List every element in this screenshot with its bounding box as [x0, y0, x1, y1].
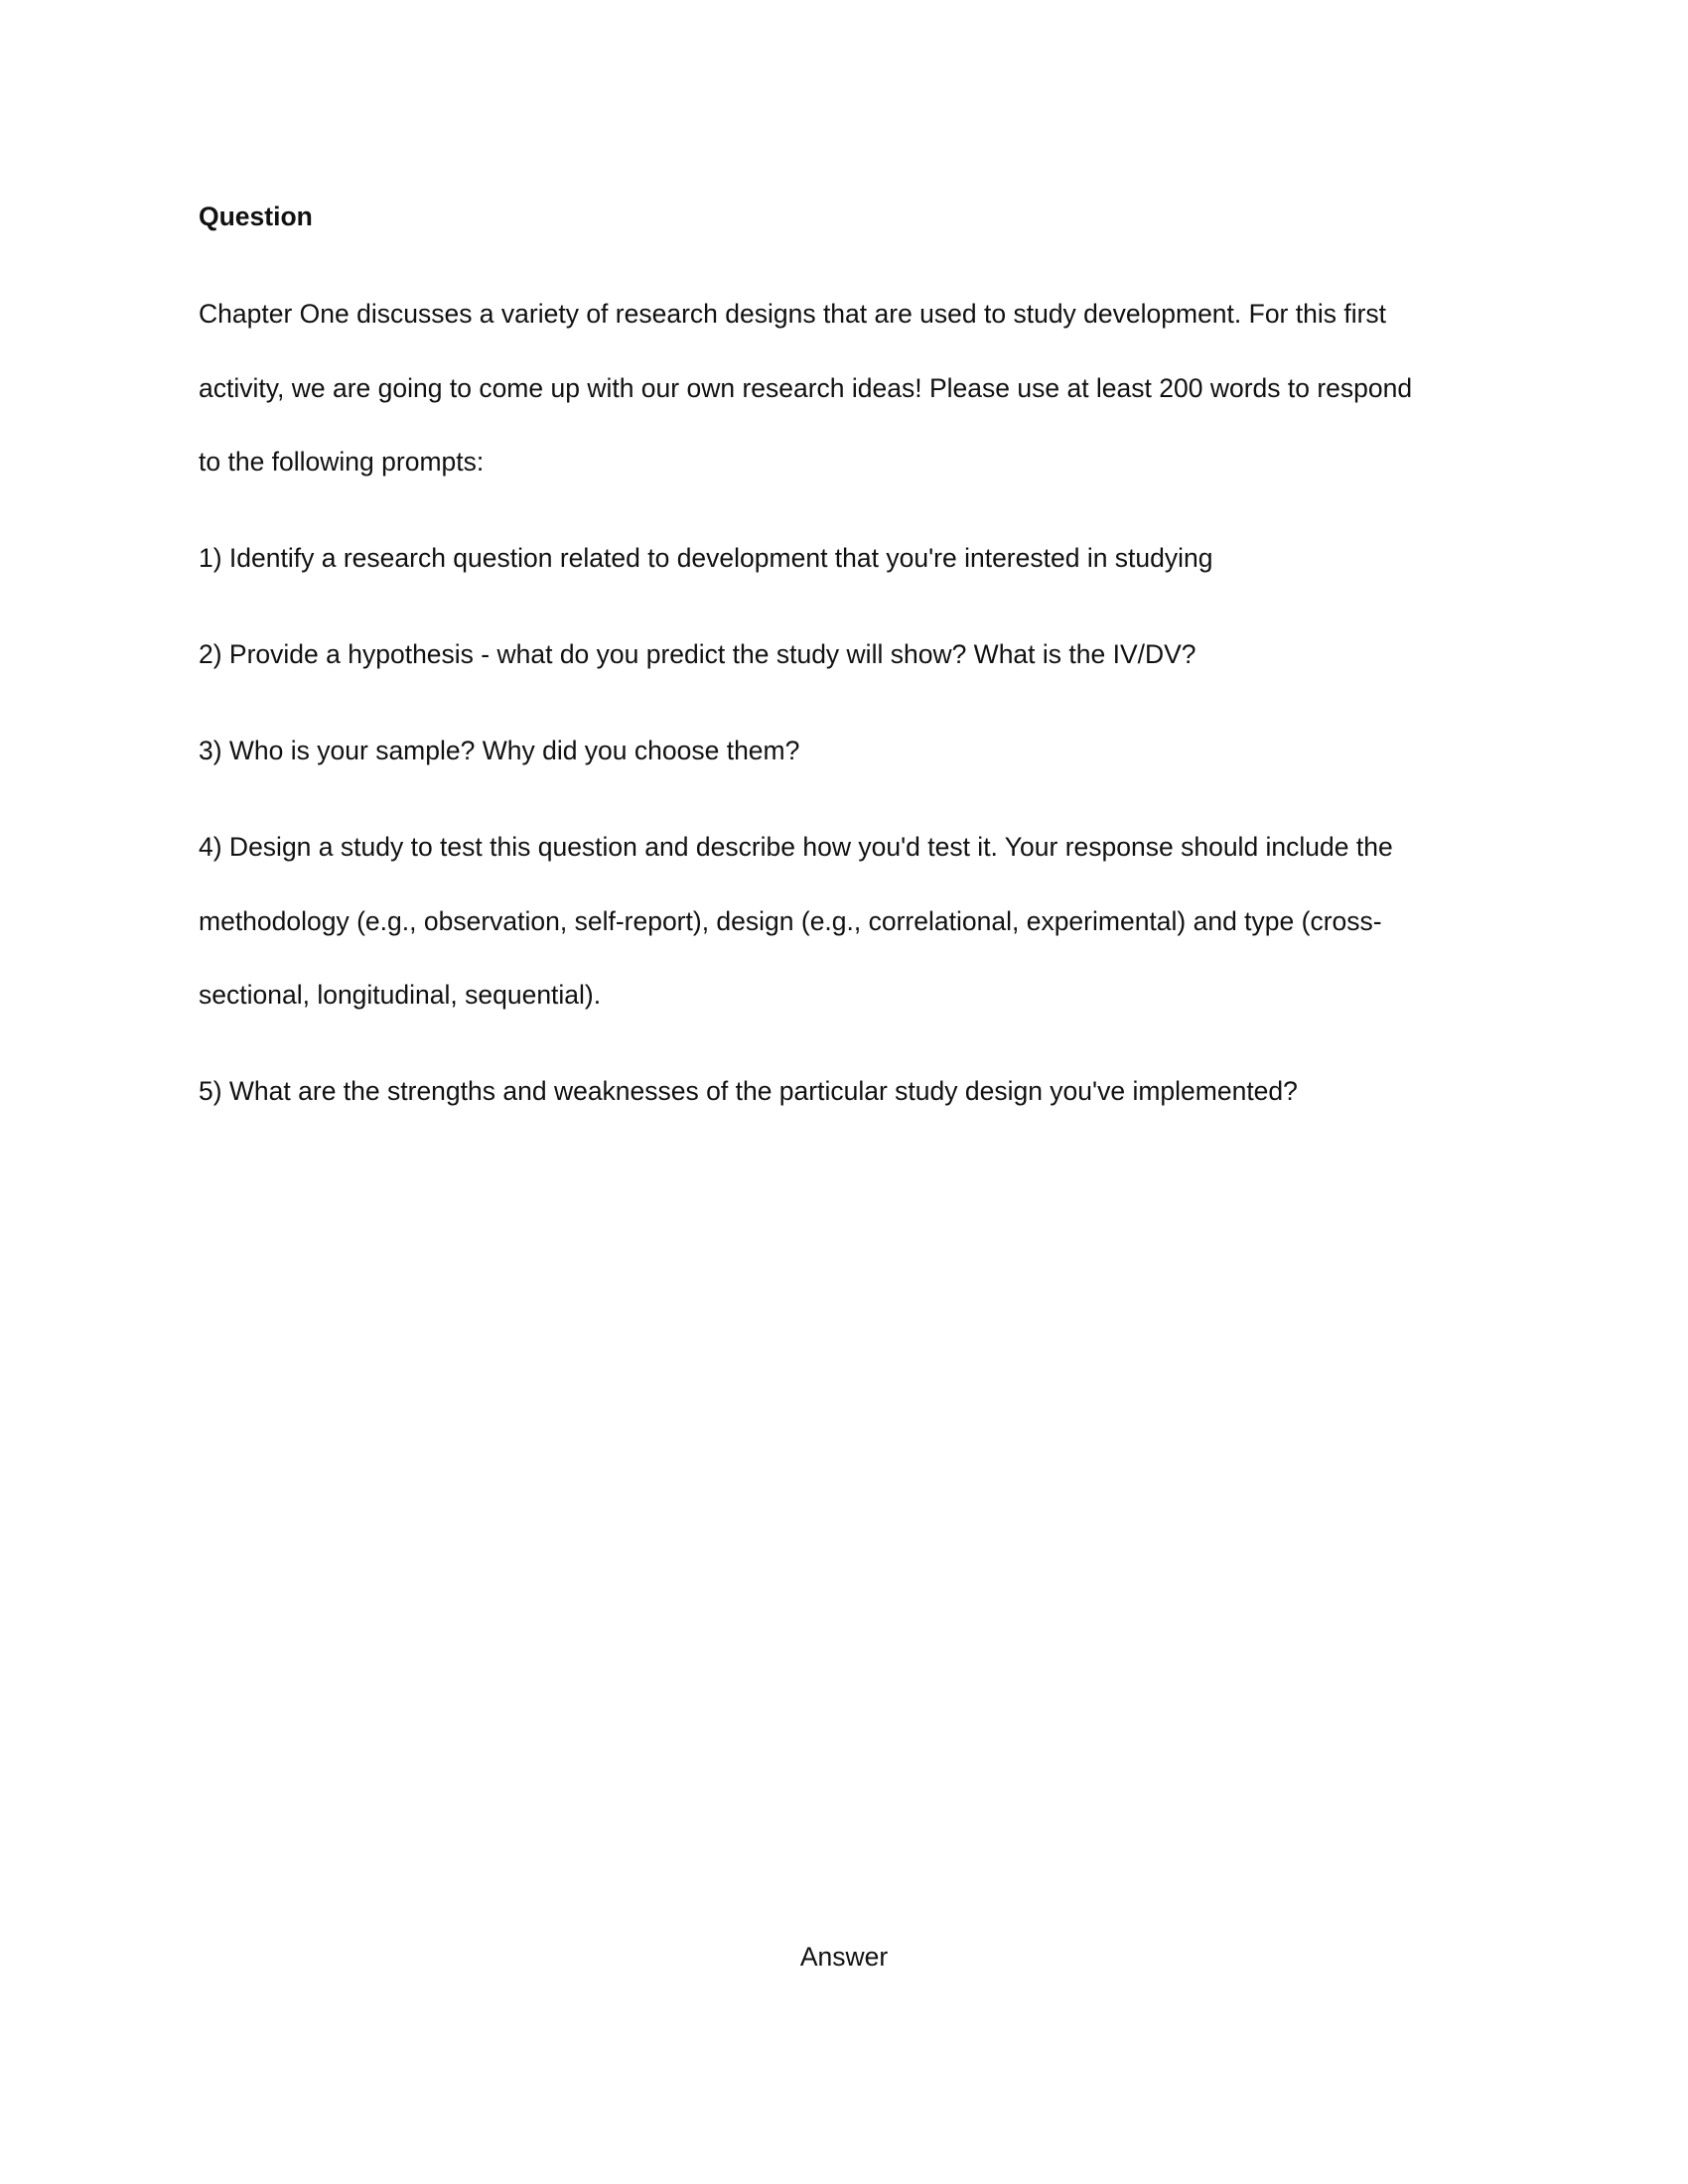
intro-line: to the following prompts:	[199, 447, 485, 477]
answer-label: Answer	[799, 1942, 889, 1972]
prompt-2: 2) Provide a hypothesis - what do you predict the study will show? What is the IV/DV?	[199, 639, 1196, 669]
prompt-3: 3) Who is your sample? Why did you choose them?	[199, 736, 800, 765]
prompt-4-cont: methodology (e.g., observation, self-report), design (e.g., correlational, experimental) and type (cross-	[199, 906, 1382, 936]
prompt-5: 5) What are the strengths and weaknesses of the particular study design you've implemented?	[199, 1076, 1298, 1106]
intro-line: activity, we are going to come up with our own research ideas! Please use at least 200 words to respond	[199, 373, 1413, 403]
prompt-4: 4) Design a study to test this question and describe how you'd test it. Your response should include the	[199, 832, 1393, 862]
intro-line: Chapter One discusses a variety of research designs that are used to study development. For this first	[199, 299, 1387, 329]
prompt-1: 1) Identify a research question related to development that you're interested in studying	[199, 543, 1213, 573]
prompt-4-cont: sectional, longitudinal, sequential).	[199, 980, 602, 1010]
question-heading: Question	[199, 202, 313, 231]
